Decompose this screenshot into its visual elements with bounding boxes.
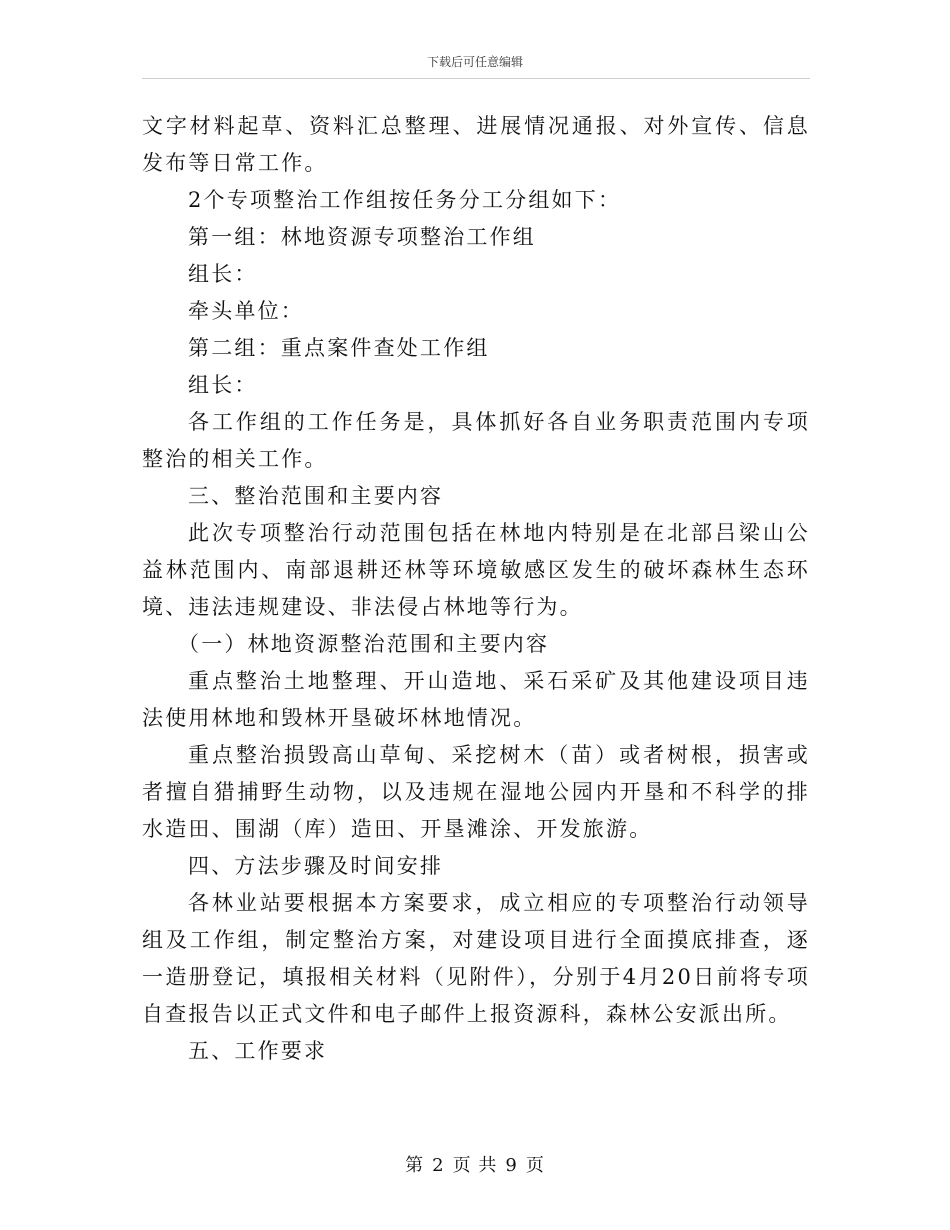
page-header: 下载后可任意编辑 (426, 55, 523, 69)
footer-prefix: 第 (405, 1155, 425, 1176)
document-body (142, 108, 810, 1070)
paragraph-12: 重点整治土地整理、开山造地、采石采矿及其他建设项目违法使用林地和毁林开垦破坏林地情况。 (142, 669, 810, 730)
paragraph-3: 第一组：林地资源专项整治工作组 (188, 225, 536, 249)
header-divider (142, 78, 810, 79)
page-number-footer (0, 1154, 950, 1178)
paragraph-13: 重点整治损毁高山草甸、采挖树木（苗）或者树根，损害或者擅自猎捕野生动物，以及违规在湿地公园内开垦和不科学的排水造田、围湖（库）造田、开垦滩涂、开发旅游。 (142, 743, 810, 841)
paragraph-4: 组长： (188, 262, 258, 286)
current-page-number: 2 (432, 1155, 445, 1176)
footer-suffix: 页 (525, 1155, 545, 1176)
paragraph-6: 第二组：重点案件查处工作组 (188, 336, 490, 360)
paragraph-5: 牵头单位： (188, 299, 304, 323)
paragraph-7: 组长： (188, 373, 258, 397)
paragraph-10: 此次专项整治行动范围包括在林地内特别是在北部吕梁山公益林范围内、南部退耕还林等环境敏感区发生的破坏森林生态环境、违法违规建设、非法侵占林地等行为。 (142, 521, 810, 619)
total-page-count: 9 (505, 1155, 518, 1176)
section-heading-3: 三、整治范围和主要内容 (188, 484, 444, 508)
paragraph-2: 2个专项整治工作组按任务分工分组如下： (188, 188, 622, 212)
footer-middle: 页 共 (452, 1155, 498, 1176)
paragraph-8: 各工作组的工作任务是，具体抓好各自业务职责范围内专项整治的相关工作。 (142, 410, 810, 471)
subsection-heading-1: （一）林地资源整治范围和主要内容 (178, 632, 550, 656)
paragraph-15: 各林业站要根据本方案要求，成立相应的专项整治行动领导组及工作组，制定整治方案，对建设项目进行全面摸底排查，逐一造册登记，填报相关材料（见附件），分别于4月20日前将专项自查报告以正式文件和电子邮件上报资源科，森林公安派出所。 (142, 891, 810, 1026)
section-heading-5: 五、工作要求 (188, 1039, 328, 1063)
section-heading-4: 四、方法步骤及时间安排 (188, 854, 444, 878)
paragraph-1: 文字材料起草、资料汇总整理、进展情况通报、对外宣传、信息发布等日常工作。 (142, 114, 810, 175)
